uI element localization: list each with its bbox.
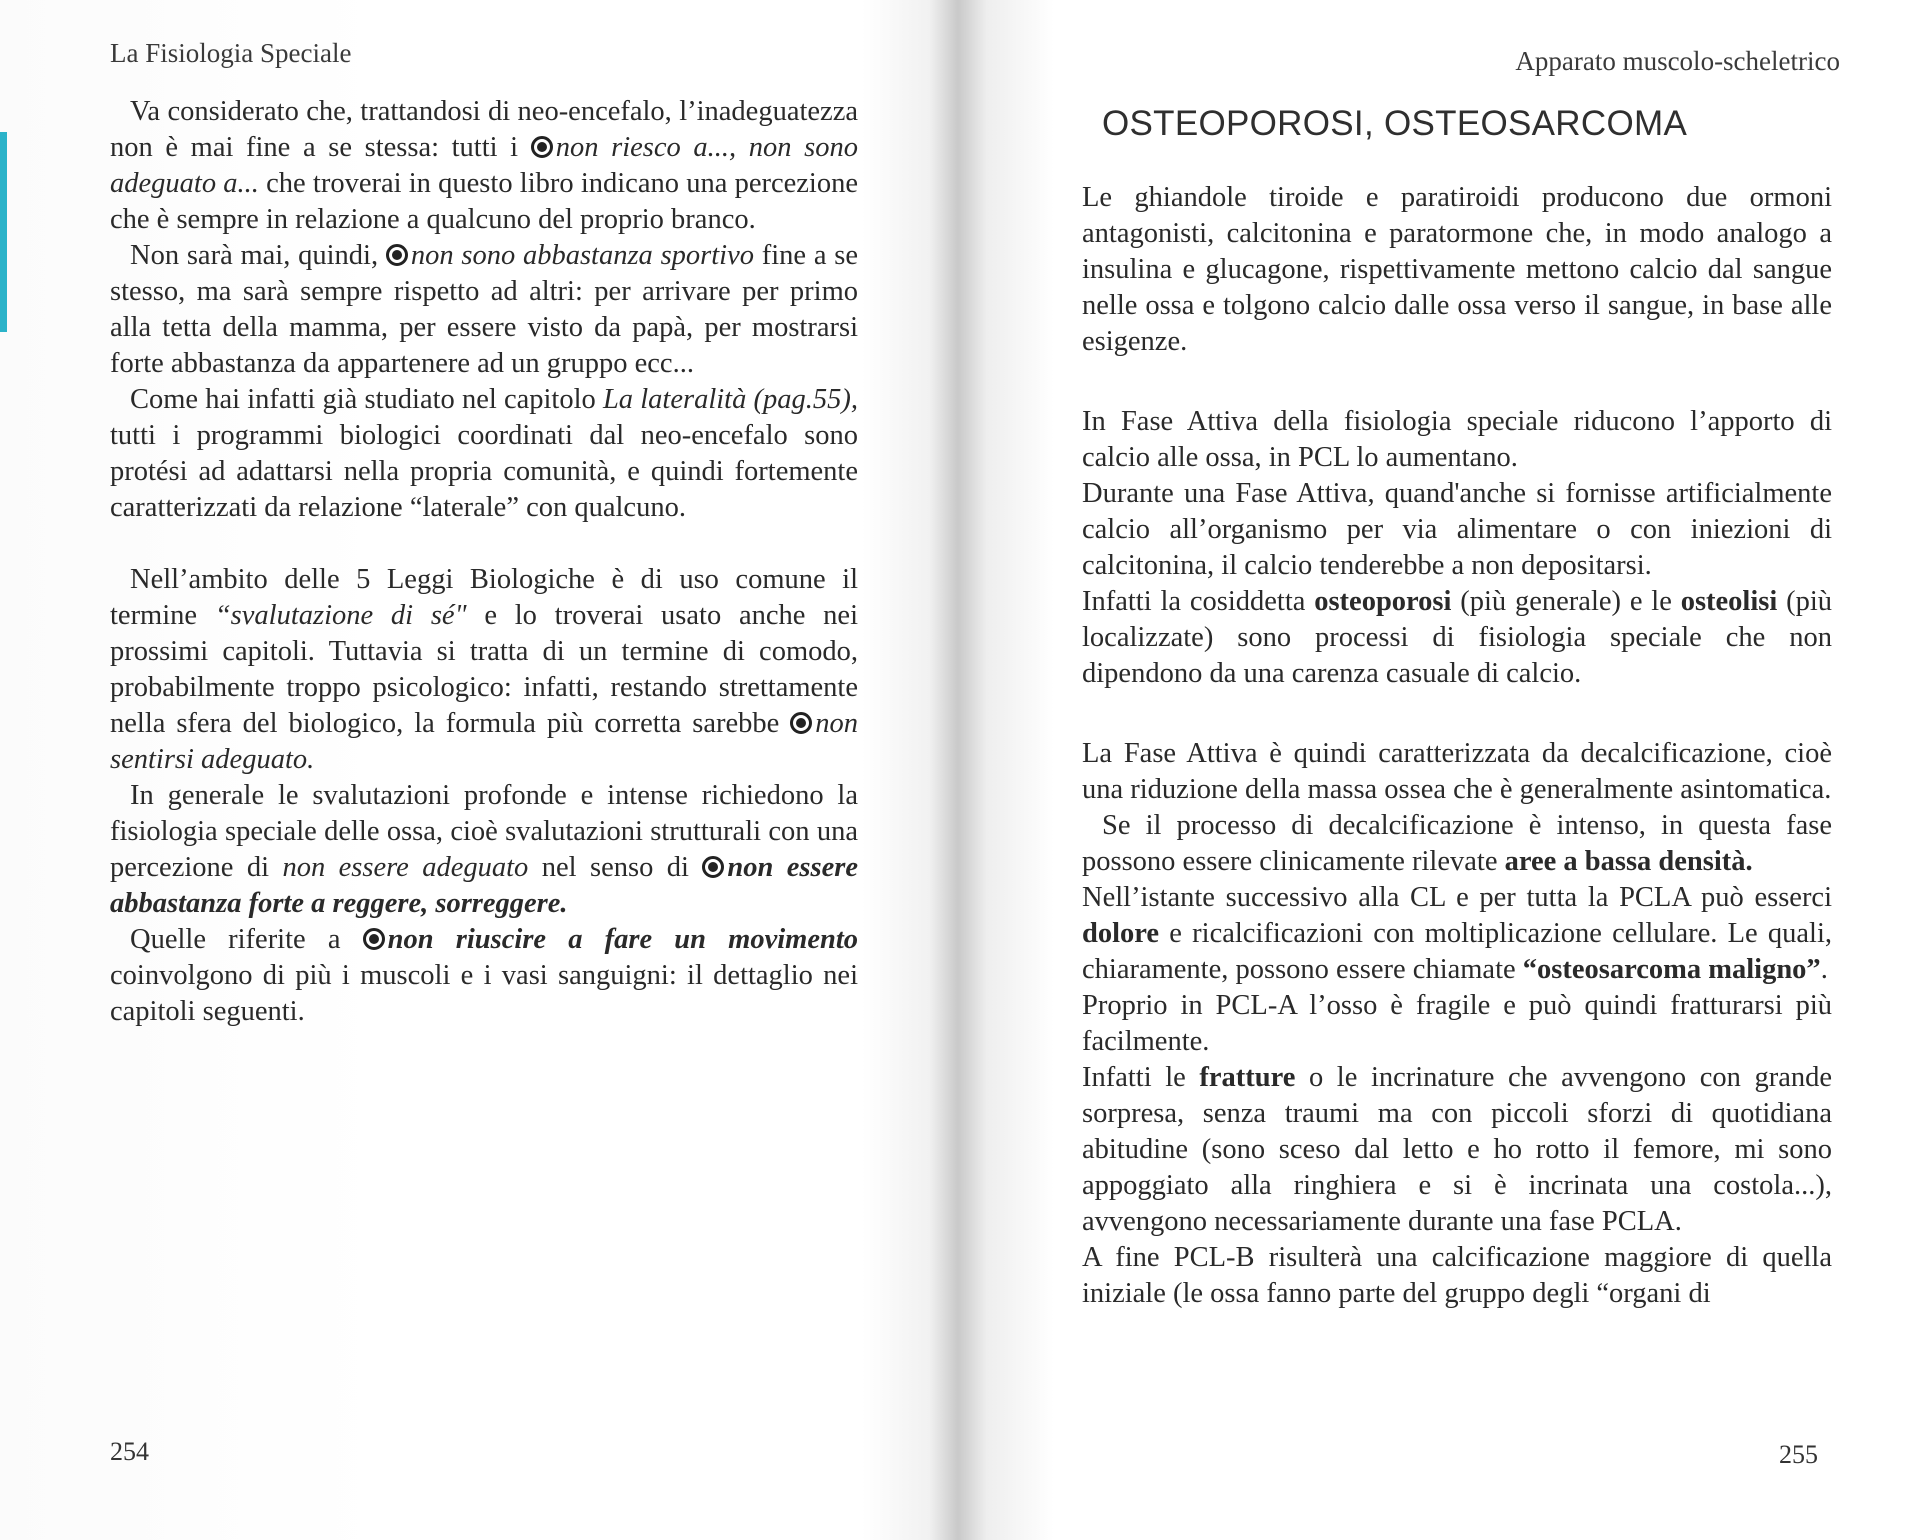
circled-bullet-icon: [790, 712, 812, 734]
text-run: Nell’ambito delle 5 Leggi Biologiche è di uso comune il termine: [110, 564, 858, 631]
text-run: (più generale) e le: [1451, 586, 1681, 617]
left-page-number: 254: [110, 1437, 149, 1466]
left-paragraph-2: [110, 238, 858, 382]
text-run: fine a se stesso, ma sarà sempre rispetto ad altri: per arrivare per primo alla tetta della mamma, per essere visto da papà, per mostrarsi forte abbastanza da appartenere ad un gruppo ecc...: [110, 240, 858, 379]
text-run: nel senso di: [528, 852, 703, 883]
left-page-body: [110, 94, 858, 1030]
right-paragraph-7: [1082, 880, 1832, 988]
term-bold: “osteosarcoma maligno”: [1522, 954, 1821, 985]
right-paragraph-4: [1082, 584, 1832, 692]
term-bold: dolore: [1082, 918, 1160, 949]
right-running-head: Apparato muscolo-scheletrico: [1515, 46, 1840, 76]
text-run: Se il processo di decalcificazione è intenso, in questa fase possono essere clinicamente rilevate: [1082, 810, 1832, 877]
circled-bullet-icon: [531, 136, 553, 158]
text-run: Infatti le: [1082, 1062, 1200, 1093]
left-paragraph-3: [110, 382, 858, 526]
text-run: o le incrinature che avvengono con grande sorpresa, senza traumi ma con piccoli sforzi di quotidiana abitudine (sono sceso dal letto e ho rotto il femore, mi sono appoggiato alla ringhiera e si è incrinata una costola...), avvengono necessariamente durante una fase PCLA.: [1082, 1062, 1832, 1237]
text-run-bold-italic: non essere abbastanza forte a reggere, sorreggere.: [110, 852, 858, 919]
text-run-italic: non sentirsi adeguato.: [110, 708, 858, 775]
term-bold: aree a bassa densità.: [1504, 846, 1753, 877]
chapter-reference: La lateralità (pag.55),: [602, 384, 858, 415]
right-paragraph-10: A fine PCL-B risulterà una calcificazione maggiore di quella iniziale (le ossa fanno parte del gruppo degli “organi di: [1082, 1242, 1832, 1309]
text-run-italic: “svalutazione di sé": [214, 600, 467, 631]
right-paragraph-5: La Fase Attiva è quindi caratterizzata da decalcificazione, cioè una riduzione della massa ossea che è generalmente asintomatica.: [1082, 738, 1832, 805]
right-paragraph-9: [1082, 1060, 1832, 1240]
text-run-italic: non riesco a..., non sono adeguato a...: [110, 132, 858, 199]
right-paragraph-2: In Fase Attiva della fisiologia speciale riducono l’apporto di calcio alle ossa, in PCL lo aumentano.: [1082, 406, 1832, 473]
text-run: Come hai infatti già studiato nel capitolo: [130, 384, 603, 415]
left-paragraph-6: [110, 922, 858, 1030]
right-paragraph-6: [1082, 808, 1832, 880]
text-run: e ricalcificazioni con moltiplicazione cellulare. Le quali, chiaramente, possono essere chiamate: [1082, 918, 1832, 985]
text-run-italic: non essere adeguato: [282, 852, 529, 883]
text-run: tutti i programmi biologici coordinati dal neo-encefalo sono protési ad adattarsi nella propria comunità, e quindi fortemente caratterizzati da relazione “laterale” con qualcuno.: [110, 420, 858, 523]
text-run: Infatti la cosiddetta: [1082, 586, 1315, 617]
right-paragraph-1: Le ghiandole tiroide e paratiroidi producono due ormoni antagonisti, calcitonina e paratormone che, in modo analogo a insulina e glucagone, rispettivamente mettono calcio dal sangue nelle ossa e tolgono calcio dalle ossa verso il sangue, in base alle esigenze.: [1082, 182, 1832, 357]
text-run: In generale le svalutazioni profonde e intense richiedono la fisiologia speciale delle ossa, cioè svalutazioni strutturali con una percezione di: [110, 780, 858, 883]
term-bold: osteolisi: [1680, 586, 1778, 617]
text-run-bold-italic: non riuscire a fare un movimento: [387, 924, 858, 955]
text-run: e lo troverai usato anche nei prossimi capitoli. Tuttavia si tratta di un termine di comodo, probabilmente troppo psicologico: infatti, restando strettamente nella sfera del biologico, la formula più corretta sarebbe: [110, 600, 858, 739]
text-run: .: [1820, 954, 1828, 985]
right-paragraph-3: Durante una Fase Attiva, quand'anche si fornisse artificialmente calcio all’organismo per via alimentare o con iniezioni di calcitonina, il calcio tenderebbe a non depositarsi.: [1082, 478, 1832, 581]
circled-bullet-icon: [702, 856, 724, 878]
left-page: [0, 0, 900, 1540]
text-run: Quelle riferite a: [130, 924, 363, 955]
term-bold: osteoporosi: [1314, 586, 1452, 617]
text-run-italic: non sono abbastanza sportivo: [410, 240, 754, 271]
circled-bullet-icon: [363, 928, 385, 950]
term-bold: fratture: [1199, 1062, 1296, 1093]
left-paragraph-1: [110, 94, 858, 238]
right-page-number: 255: [1779, 1440, 1818, 1469]
left-running-head: La Fisiologia Speciale: [110, 38, 352, 68]
right-page-body: [1082, 180, 1832, 1312]
text-run: che troverai in questo libro indicano una percezione che è sempre in relazione a qualcuno del proprio branco.: [110, 168, 858, 235]
section-heading: OSTEOPOROSI, OSTEOSARCOMA: [1102, 104, 1688, 143]
circled-bullet-icon: [386, 244, 408, 266]
left-paragraph-5: [110, 778, 858, 922]
right-page: [1000, 0, 1916, 1540]
text-run: (più localizzate) sono processi di fisiologia speciale che non dipendono da una carenza casuale di calcio.: [1082, 586, 1832, 689]
text-run: coinvolgono di più i muscoli e i vasi sanguigni: il dettaglio nei capitoli seguenti.: [110, 960, 858, 1027]
left-paragraph-4: [110, 562, 858, 778]
right-paragraph-8: Proprio in PCL-A l’osso è fragile e può quindi fratturarsi più facilmente.: [1082, 990, 1832, 1057]
text-run: Nell’istante successivo alla CL e per tutta la PCLA può esserci: [1082, 882, 1832, 913]
text-run: Non sarà mai, quindi,: [130, 240, 386, 271]
text-run: Va considerato che, trattandosi di neo-encefalo, l’inadeguatezza non è mai fine a se stessa: tutti i: [110, 96, 858, 163]
